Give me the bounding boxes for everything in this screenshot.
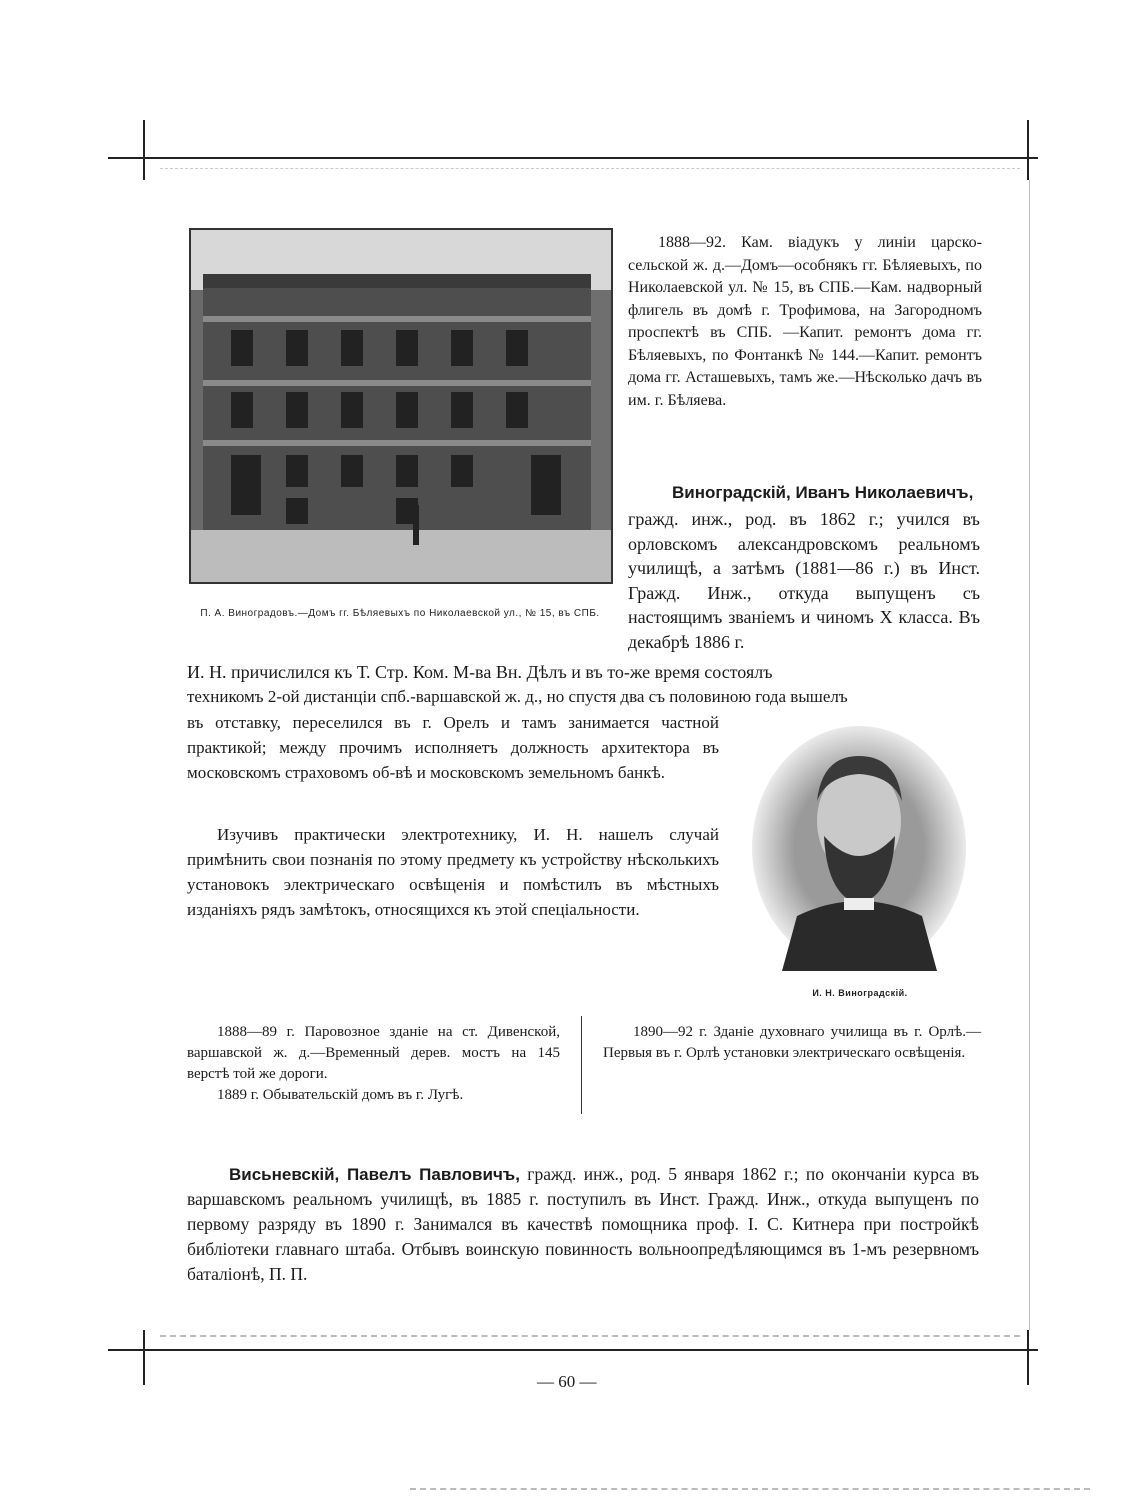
vinogradsky-intro: гражд. инж., род. въ 1862 г.; учился въ орловскомъ александровскомъ реальномъ училищѣ, а затѣмъ (1881—86 г.) въ Инст. Гражд. Инж., откуда выпущенъ съ настоящимъ званіемъ и чиномъ Х класса. Въ декабрѣ 1886 г. xyxy=(628,509,980,652)
visnevsky-paragraph xyxy=(187,1162,979,1287)
works-left-1: 1888—89 г. Паровозное зданіе на ст. Дивенской, варшавской ж. д.—Временный дерев. мостъ на 145 верстѣ той же дороги. xyxy=(187,1024,560,1082)
vinogradsky-line-2: техникомъ 2-ой дистанціи спб.-варшавской ж. д., но спустя два съ половиною года вышелъ xyxy=(187,687,848,706)
works-list-top: 1888—92. Кам. віадукъ у линіи царско-сельской ж. д.—Домъ—особнякъ гг. Бѣляевыхъ, по Николаевской ул. № 15, въ СПБ.—Кам. надворный флигель въ домѣ г. Трофимова, на Загородномъ проспектѣ въ СПБ. —Капит. ремонтъ дома гг. Бѣляевыхъ, по Фонтанкѣ № 144.—Капит. ремонтъ дома гг. Асташевыхъ, тамъ же.—Нѣсколько дачъ въ им. г. Бѣляева. xyxy=(628,234,982,409)
building-photo xyxy=(189,228,613,584)
bottom-rule xyxy=(108,1349,1038,1351)
works-right: 1890—92 г. Зданіе духовнаго училища въ г. Орлѣ.—Первыя въ г. Орлѣ установки электрическаго освѣщенія. xyxy=(603,1024,981,1061)
left-rule-bottom xyxy=(143,1330,145,1385)
right-rule-top xyxy=(1027,120,1029,180)
vinogradsky-name: Виноградскій, Иванъ Николаевичъ, xyxy=(672,483,974,502)
vinogradsky-electro: Изучивъ практически электротехнику, И. Н. нашелъ случай примѣнить свои познанія по этому предмету къ устройству нѣсколькихъ установокъ электрическаго освѣщенія и помѣстилъ въ мѣстныхъ изданіяхъ рядъ замѣтокъ, относящихся къ этой спеціальности. xyxy=(187,825,719,919)
visnevsky-name: Висьневскій, Павелъ Павловичъ, xyxy=(229,1165,520,1184)
page-number: — 60 — xyxy=(537,1372,597,1391)
portrait-photo xyxy=(752,726,967,971)
top-rule xyxy=(108,157,1038,159)
building-photo-caption: П. А. Виноградовъ.—Домъ гг. Бѣляевыхъ по Николаевской ул., № 15, въ СПБ. xyxy=(200,608,600,619)
top-dashed-ornament xyxy=(160,168,1020,169)
building-illustration xyxy=(191,230,611,582)
bottom-dashed-ornament xyxy=(160,1335,1020,1337)
right-margin-line xyxy=(1029,180,1030,1330)
left-rule-top xyxy=(143,120,145,180)
works-column-divider xyxy=(581,1016,582,1114)
vinogradsky-career: въ отставку, переселился въ г. Орелъ и тамъ занимается частной практикой; между прочимъ исполняетъ должность архитектора въ московскомъ страховомъ об-вѣ и московскомъ земельномъ банкѣ. xyxy=(187,713,719,782)
portrait-caption: И. Н. Виноградскій. xyxy=(812,988,908,998)
portrait-illustration xyxy=(752,726,967,971)
right-rule-bottom xyxy=(1027,1330,1029,1385)
vinogradsky-line-1: И. Н. причислился къ Т. Стр. Ком. М-ва Вн. Дѣлъ и въ то-же время состоялъ xyxy=(187,662,773,682)
works-left-2: 1889 г. Обывательскій домъ въ г. Лугѣ. xyxy=(217,1087,464,1103)
footer-dashed-ornament xyxy=(410,1488,1090,1490)
visnevsky-text: гражд. инж., род. 5 января 1862 г.; по окончаніи курса въ варшавскомъ реальномъ училищѣ, въ 1885 г. поступилъ въ Инст. Гражд. Инж., откуда выпущенъ по первому разряду въ 1890 г. Занимался въ качествѣ помощника проф. І. С. Китнера при постройкѣ библіотеки главнаго штаба. Отбывъ воинскую повинность вольноопредѣляющимся въ 1-мъ резервномъ баталіонѣ, П. П. xyxy=(187,1164,980,1284)
